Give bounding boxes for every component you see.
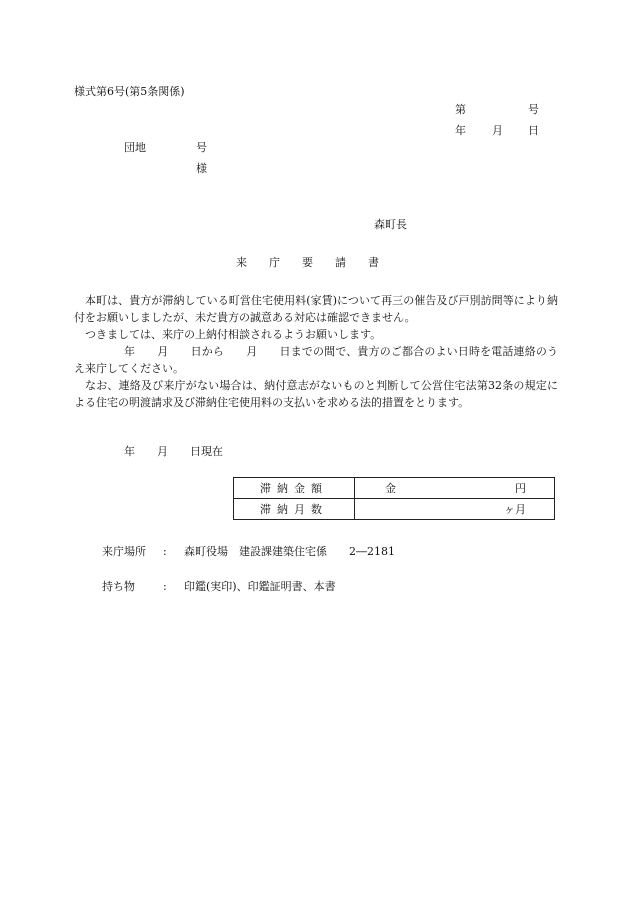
arrears-amount-label: 滞納金額 — [234, 478, 355, 499]
body-paragraph: つきましては、来庁の上納付相談されるようお願いします。 — [85, 328, 382, 341]
period-year: 年 — [124, 345, 136, 358]
period-month-to: 月 — [246, 345, 258, 358]
bring-items-label: 持ち物 — [102, 580, 135, 593]
visit-place-colon: : — [163, 545, 167, 558]
arrears-amount-value — [355, 478, 555, 499]
title-char: 来 — [236, 256, 247, 269]
table-row — [234, 478, 555, 499]
as-of-date — [124, 446, 223, 457]
as-of-month: 月 — [157, 445, 168, 458]
recipient-danchi: 団地 — [124, 141, 146, 154]
title-char: 要 — [302, 256, 313, 269]
body-paragraph: 本町は、貴方が滞納している町営住宅使用料(家賃)について再三の催告及び戸別訪問等により納付をお願いしましたが、未だ貴方の誠意ある対応は確認できません。 — [74, 294, 558, 324]
title-char: 庁 — [269, 256, 280, 269]
form-number: 様式第6号(第5条関係) — [74, 85, 185, 98]
body-paragraph: なお、連絡及び来庁がない場合は、納付意志がないものと判断して公営住宅法第32条の規定による住宅の明渡請求及び滞納住宅使用料の支払いを求める法的措置をとります。 — [74, 379, 558, 409]
bring-items-value: 印鑑(実印)、印鑑証明書、本書 — [184, 580, 336, 593]
body-text — [74, 292, 558, 411]
period-rest: 日までの間で、貴方のご都合のよい日時を電話連絡のうえ来庁してください。 — [74, 345, 559, 375]
document-title — [236, 257, 401, 268]
title-char: 請 — [335, 256, 346, 269]
bring-items-colon: : — [163, 580, 167, 593]
arrears-months-value — [355, 499, 555, 520]
amount-prefix: 金 — [385, 482, 396, 495]
doc-date-day: 日 — [528, 124, 539, 137]
recipient-room-number: 号 — [196, 141, 207, 154]
arrears-table — [233, 477, 555, 520]
as-of-day: 日現在 — [190, 445, 223, 458]
doc-number-suffix: 号 — [528, 103, 539, 116]
body-paragraph — [74, 343, 558, 377]
doc-number-prefix: 第 — [455, 103, 466, 116]
period-month: 月 — [157, 345, 169, 358]
doc-date-month: 月 — [492, 124, 503, 137]
visit-place-label: 来庁場所 — [102, 545, 146, 558]
visit-place-value: 森町役場 建設課建築住宅係 2―2181 — [184, 545, 395, 558]
arrears-months-label: 滞納月数 — [234, 499, 355, 520]
months-unit: ヶ月 — [504, 503, 526, 516]
period-day-from: 日から — [190, 345, 225, 358]
doc-date-year: 年 — [455, 124, 466, 137]
recipient-honorific: 様 — [196, 162, 207, 175]
as-of-year: 年 — [124, 445, 135, 458]
table-row — [234, 499, 555, 520]
title-char: 書 — [368, 256, 379, 269]
sender-name: 森町長 — [374, 218, 407, 231]
amount-unit: 円 — [515, 482, 526, 495]
